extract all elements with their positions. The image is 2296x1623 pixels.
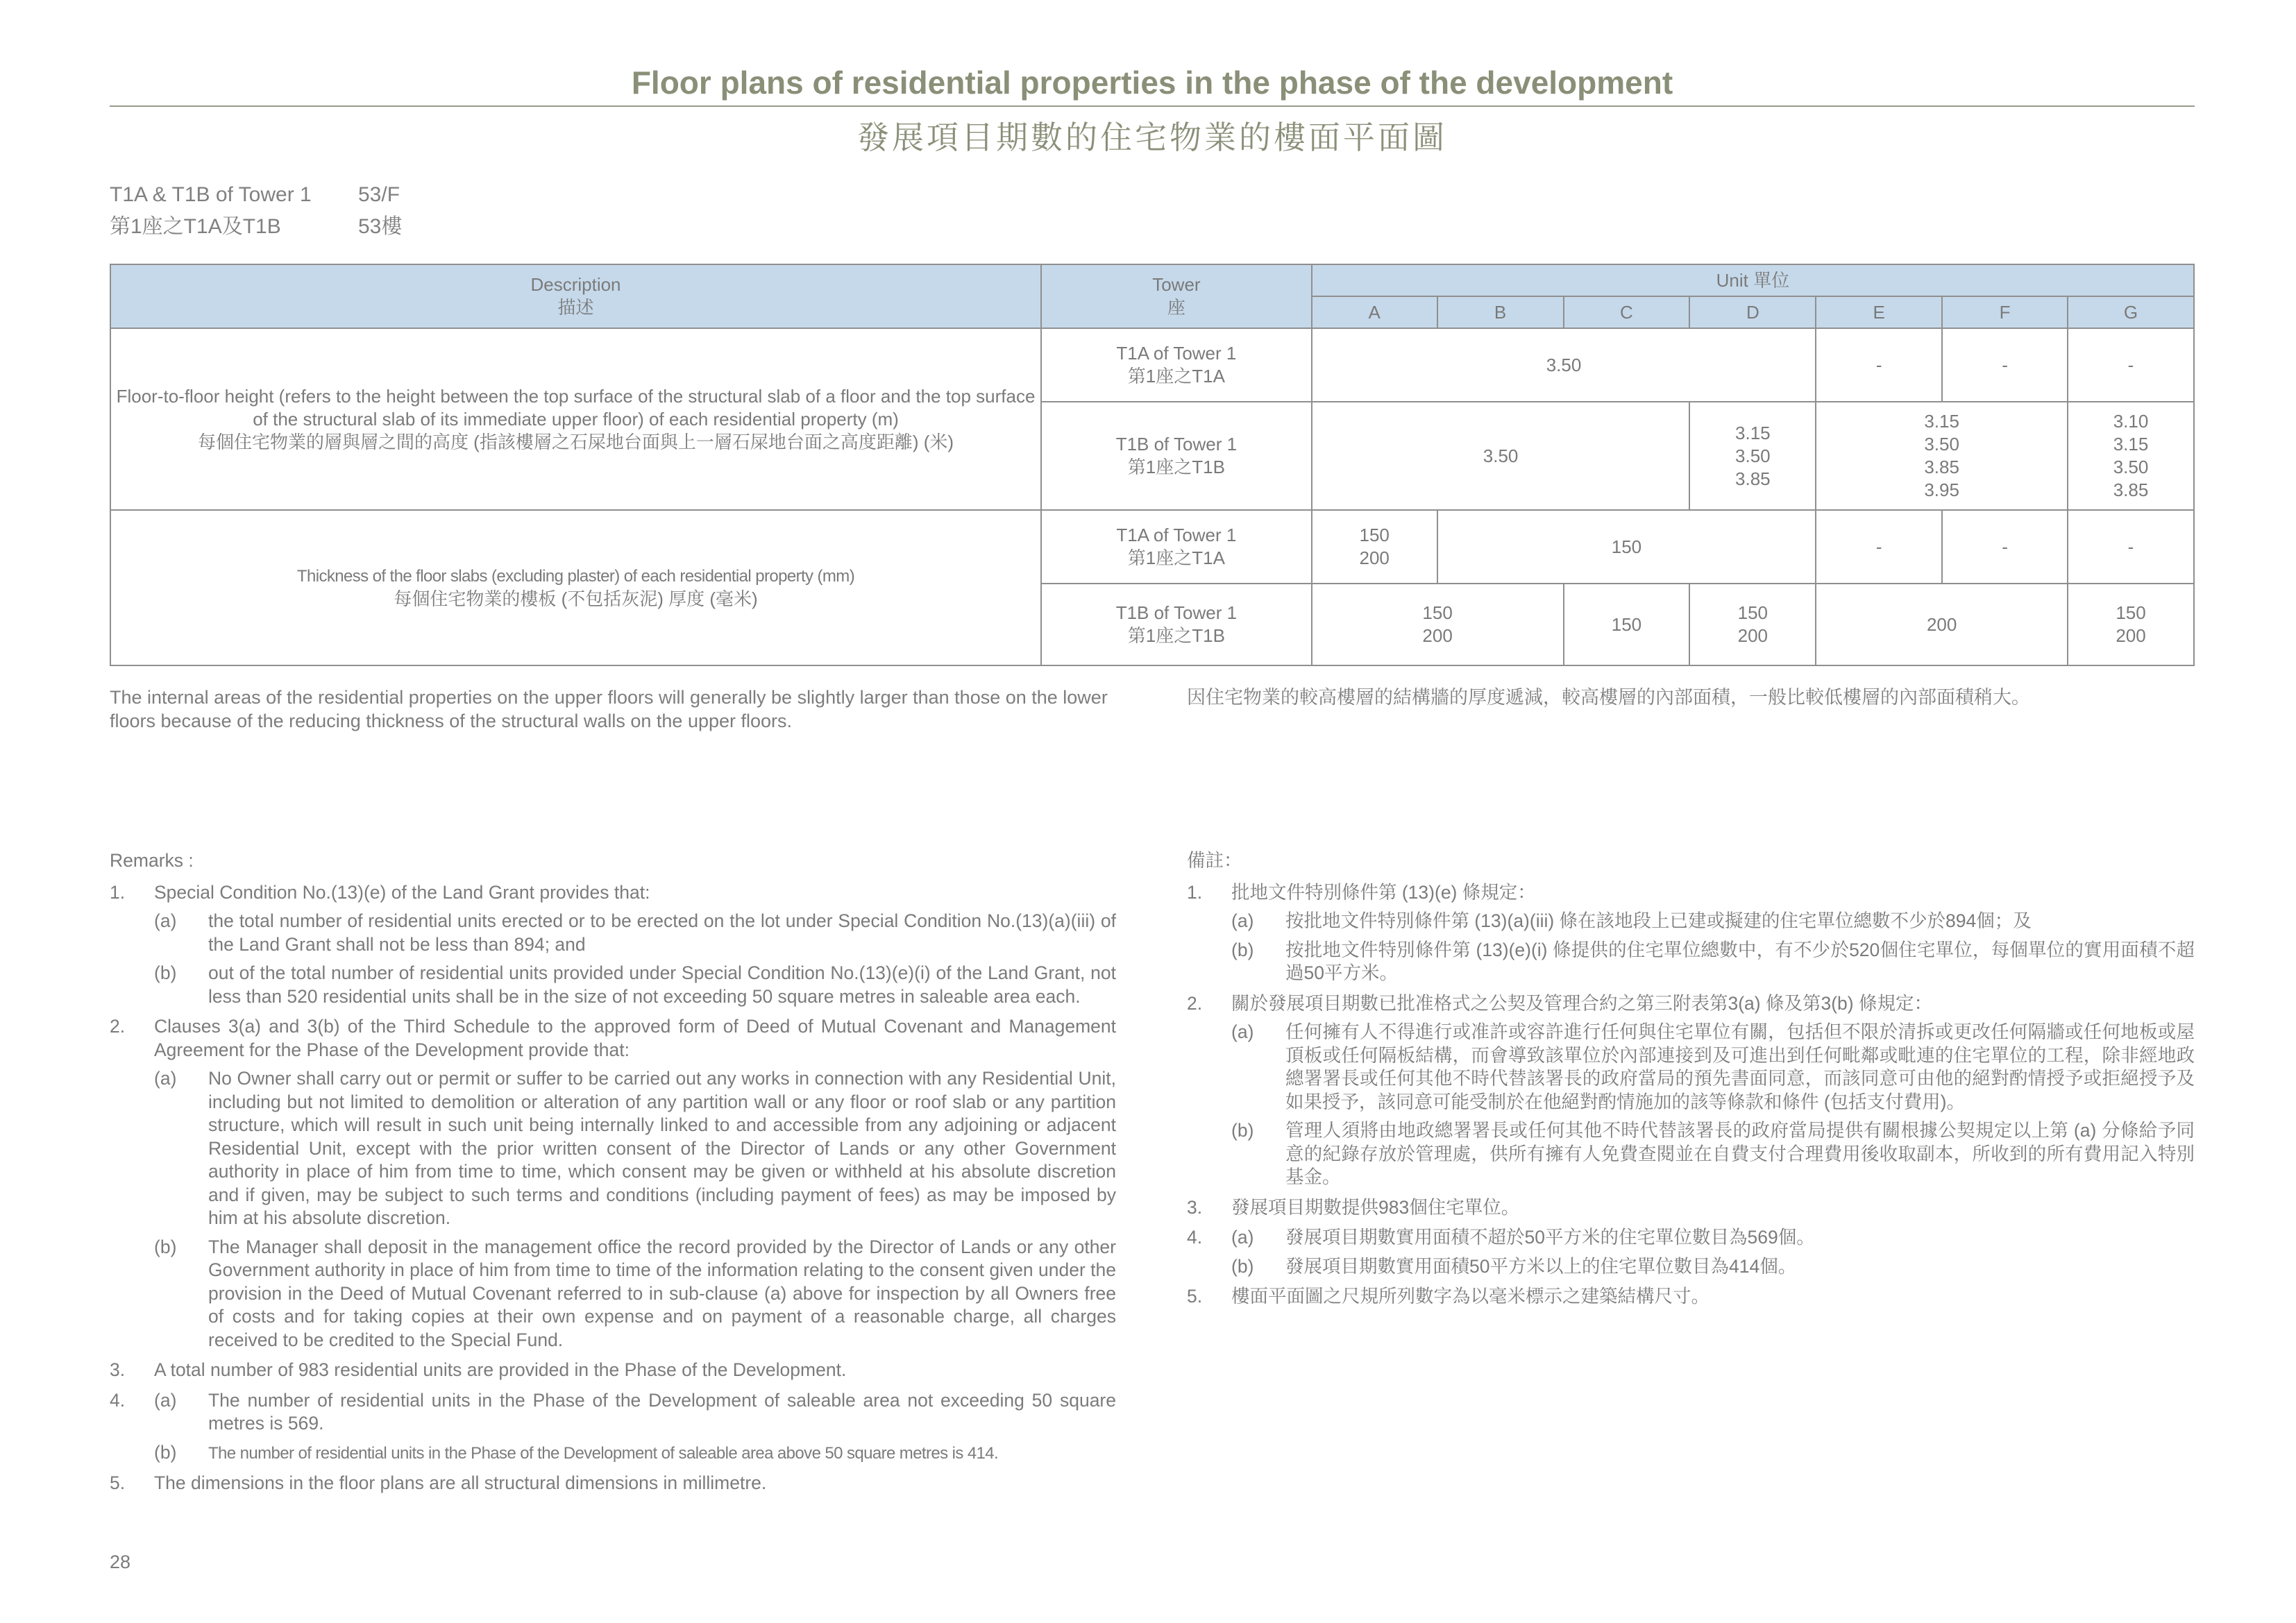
table-cell: 150 — [1564, 584, 1690, 665]
unit-c-header: C — [1564, 296, 1690, 328]
unit-e-header: E — [1816, 296, 1942, 328]
list-item: 5. 樓面平面圖之尺規所列數字為以毫米標示之建築結構尺寸。 — [1187, 1286, 1710, 1307]
table-cell: - — [2068, 510, 2194, 584]
table-cell: 150 200 — [1689, 584, 1816, 665]
tower-cell: T1A of Tower 1 第1座之T1A — [1041, 510, 1312, 584]
unit-d-header: D — [1689, 296, 1816, 328]
page-number: 28 — [110, 1552, 131, 1572]
table-cell: - — [2068, 328, 2194, 402]
slab-thickness-description: Thickness of the floor slabs (excluding plaster) of each residential property (mm) 每個住宅物業的樓板 (不包括灰泥) 厚度 (毫米) — [110, 510, 1041, 665]
unit-f-header: F — [1942, 296, 2068, 328]
remarks-heading-en: Remarks : — [110, 850, 194, 871]
table-cell: 3.10 3.15 3.50 3.85 — [2068, 402, 2194, 510]
page-title-en: Floor plans of residential properties in the phase of the development — [631, 65, 1673, 101]
tower-cell: T1A of Tower 1 第1座之T1A — [1041, 328, 1312, 402]
unit-a-header: A — [1312, 296, 1437, 328]
floor-info — [110, 179, 402, 243]
floor-info-floor-en: 53/F — [358, 183, 400, 206]
list-item: (b) The Manager shall deposit in the management office the record provided by the Director of Lands or any other Government authority in place of him from time to time of the information relating to the consent given under the provision in the Deed of Mutual Covenant referred to in sub-clause (a) above for inspection by all Owners free of costs and for taking copies at their own expense and on payment of a reasonable charge, all charges received to be credited to the Special Fund. — [154, 1236, 1117, 1350]
floor-info-label-en: T1A & T1B of Tower 1 — [110, 183, 312, 206]
list-item: (a) 按批地文件特別條件第 (13)(a)(iii) 條在該地段上已建或擬建的住宅單位總數不少於894個；及 — [1231, 910, 2032, 931]
floor-info-floor-zh: 53樓 — [358, 215, 403, 238]
table-cell: 3.15 3.50 3.85 3.95 — [1816, 402, 2068, 510]
list-item: (b) 發展項目期數實用面積50平方米以上的住宅單位數目為414個。 — [1231, 1255, 1797, 1277]
page-title-zh: 發展項目期數的住宅物業的樓面平面圖 — [857, 119, 1447, 155]
spec-table — [110, 264, 2195, 666]
list-item: (a) 發展項目期數實用面積不超於50平方米的住宅單位數目為569個。 — [1231, 1227, 1815, 1248]
list-item: (a) No Owner shall carry out or permit or suffer to be carried out any works in connection with any Residential Unit, including but not limited to demolition or alteration of any partition wall or any floor or roof slab or any partition structure, which will result in such unit being internally linked to and accessible from any adjoining or adjacent Residential Unit, except with the prior written consent of the Director of Lands or any other Government authority in place of him from time to time, which consent may be given or withheld at his absolute discretion and if given, may be subject to such terms and conditions (including payment of fees) as may be imposed by him at his absolute discretion. — [154, 1068, 1116, 1228]
table-cell: 3.50 — [1312, 328, 1816, 402]
note-en: The internal areas of the residential properties on the upper floors will generally be slightly larger than those on the lower floors because of the reducing thickness of the structural walls on the upper floors. — [110, 687, 1108, 731]
list-item: 3. 發展項目期數提供983個住宅單位。 — [1187, 1196, 1520, 1218]
list-item: 3. A total number of 983 residential units are provided in the Phase of the Development. — [110, 1359, 847, 1380]
list-item: 4. (a) 發展項目期數實用面積不超於50平方米的住宅單位數目為569個。 (b) 發展項目期數實用面積50平方米以上的住宅單位數目為414個。 — [1187, 1226, 2195, 1278]
table-cell: 3.15 3.50 3.85 — [1689, 402, 1816, 510]
unit-g-header: G — [2068, 296, 2194, 328]
list-item: (a) 任何擁有人不得進行或准許或容許進行任何與住宅單位有關，包括但不限於清拆或更改任何隔牆或任何地板或屋頂板或任何隔板結構，而會導致該單位於內部連接到及可進出到任何毗鄰或毗連的住宅單位的工程，除非經地政總署署長或任何其他不時代替該署長的政府當局的預先書面同意，而該同意可由他的絕對酌情授予或拒絕授予及如果授予，該同意可能受制於在他絕對酌情施加的該等條款和條件 (包括支付費用)。 — [1231, 1021, 2195, 1112]
list-item: (b) 按批地文件特別條件第 (13)(e)(i) 條提供的住宅單位總數中，有不少於520個住宅單位，每個單位的實用面積不超過50平方米。 — [1231, 939, 2195, 983]
unit-b-header: B — [1437, 296, 1564, 328]
title-divider — [110, 105, 2195, 107]
remarks-heading-zh: 備註： — [1187, 850, 1242, 871]
note-zh: 因住宅物業的較高樓層的結構牆的厚度遞減，較高樓層的內部面積，一般比較低樓層的內部面積稍大。 — [1187, 687, 2030, 708]
list-item: 2. Clauses 3(a) and 3(b) of the Third Schedule to the approved form of Deed of Mutual Covenant and Management Agreement for the Phase of the Development provide that: (a) No Owner shall carry out or permit or suffer to be carried out any works in connection with any Residential Unit, including but not limited to demolition or alteration of any partition wall or any floor or roof slab or any partition structure, which will result in such unit being internally linked to and accessible from any adjoining or adjacent Residential Unit, except with the prior written consent of the Director of Lands or any other Government authority in place of him from time to time, which consent may be given or withheld at his absolute discretion and if given, may be subject to such terms and conditions (including payment of fees) as may be imposed by him at his absolute discretion. (b) The Manager shall deposit in the management office the record provided by the Director of Lands or any other Government authority in place of him from time to time of the information relating to the consent given under the provision in the Deed of Mutual Covenant referred to in sub-clause (a) above for inspection by all Owners free of costs and for taking copies at their own expense and on payment of a reasonable charge, all charges received to be credited to the Special Fund. — [110, 1015, 1116, 1352]
table-cell: 200 — [1816, 584, 2068, 665]
list-item: 5. The dimensions in the floor plans are all structural dimensions in millimetre. — [110, 1472, 767, 1493]
table-cell: - — [1816, 328, 1942, 402]
table-cell: 150 200 — [1312, 584, 1564, 665]
list-item: 1. Special Condition No.(13)(e) of the Land Grant provides that: (a) the total number of residential units erected or to be erected on the lot under Special Condition No.(13)(a)(iii) of the Land Grant shall not be less than 894; and (b) out of the total number of residential units provided under Special Condition No.(13)(e)(i) of the Land Grant, not less than 520 residential units shall be in the size of not exceeding 50 square metres in saleable area each. — [110, 881, 1116, 1009]
header-description: Description 描述 — [110, 264, 1041, 328]
list-item: (b) 管理人須將由地政總署署長或任何其他不時代替該署長的政府當局提供有關根據公契規定以上第 (a) 分條給予同意的紀錄存放於管理處，供所有擁有人免費查閱並在自費支付合理費用後收取副本，所收到的所有費用記入特別基金。 — [1231, 1120, 2195, 1187]
list-item: (b) out of the total number of residential units provided under Special Condition No.(13)(e)(i) of the Land Grant, not less than 520 residential units shall be in the size of not exceeding 50 square metres in saleable area each. — [154, 962, 1116, 1007]
table-cell: 150 200 — [1312, 510, 1437, 584]
list-item: 4. (a) The number of residential units in the Phase of the Development of saleable area not exceeding 50 square metres is 569. (b) The number of residential units in the Phase of the Development of saleable area above 50 square metres is 414. — [110, 1389, 1116, 1465]
tower-cell: T1B of Tower 1 第1座之T1B — [1041, 584, 1312, 665]
table-cell: - — [1942, 510, 2068, 584]
list-item: (a) the total number of residential units erected or to be erected on the lot under Special Condition No.(13)(a)(iii) of the Land Grant shall not be less than 894; and — [154, 910, 1116, 955]
floor-height-description: Floor-to-floor height (refers to the height between the top surface of the structural slab of a floor and the top surface of the structural slab of its immediate upper floor) of each residential property (m) 每個住宅物業的層與層之間的高度 (指該樓層之石屎地台面與上一層石屎地台面之高度距離) (米) — [110, 328, 1041, 510]
remarks-zh — [1187, 849, 2195, 1316]
header-tower: Tower 座 — [1041, 264, 1312, 328]
remarks-en — [110, 849, 1116, 1502]
table-cell: - — [1942, 328, 2068, 402]
list-item: 1. 批地文件特別條件第 (13)(e) 條規定： (a) 按批地文件特別條件第 (13)(a)(iii) 條在該地段上已建或擬建的住宅單位總數不少於894個；及 (b) 按批地文件特別條件第 (13)(e)(i) 條提供的住宅單位總數中，有不少於520個住宅單位，每個單位的實用面積不超過50平方米。 — [1187, 881, 2195, 985]
list-item: 2. 關於發展項目期數已批准格式之公契及管理合約之第三附表第3(a) 條及第3(b) 條規定： (a) 任何擁有人不得進行或准許或容許進行任何與住宅單位有關，包括但不限於清拆或更改任何隔牆或任何地板或屋頂板或任何隔板結構，而會導致該單位於內部連接到及可進出到任何毗鄰或毗連的住宅單位的工程，除非經地政總署署長或任何其他不時代替該署長的政府當局的預先書面同意，而該同意可由他的絕對酌情授予或拒絕授予及如果授予，該同意可能受制於在他絕對酌情施加的該等條款和條件 (包括支付費用)。 (b) 管理人須將由地政總署署長或任何其他不時代替該署長的政府當局提供有關根據公契規定以上第 (a) 分條給予同意的紀錄存放於管理處，供所有擁有人免費查閱並在自費支付合理費用後收取副本，所收到的所有費用記入特別基金。 — [1187, 992, 2195, 1189]
list-item: (a) The number of residential units in the Phase of the Development of saleable area not exceeding 50 square metres is 569. — [154, 1389, 1116, 1434]
table-cell: 150 — [1437, 510, 1816, 584]
header-unit: Unit 單位 — [1312, 264, 2194, 296]
table-row — [110, 328, 2194, 402]
table-row — [110, 510, 2194, 584]
table-cell: 3.50 — [1312, 402, 1690, 510]
floor-info-label-zh: 第1座之T1A及T1B — [110, 215, 281, 238]
tower-cell: T1B of Tower 1 第1座之T1B — [1041, 402, 1312, 510]
table-header-row — [110, 264, 2194, 296]
table-cell: - — [1816, 510, 1942, 584]
list-item: (b) The number of residential units in the Phase of the Development of saleable area above 50 square metres is 414. — [154, 1441, 999, 1463]
table-cell: 150 200 — [2068, 584, 2194, 665]
